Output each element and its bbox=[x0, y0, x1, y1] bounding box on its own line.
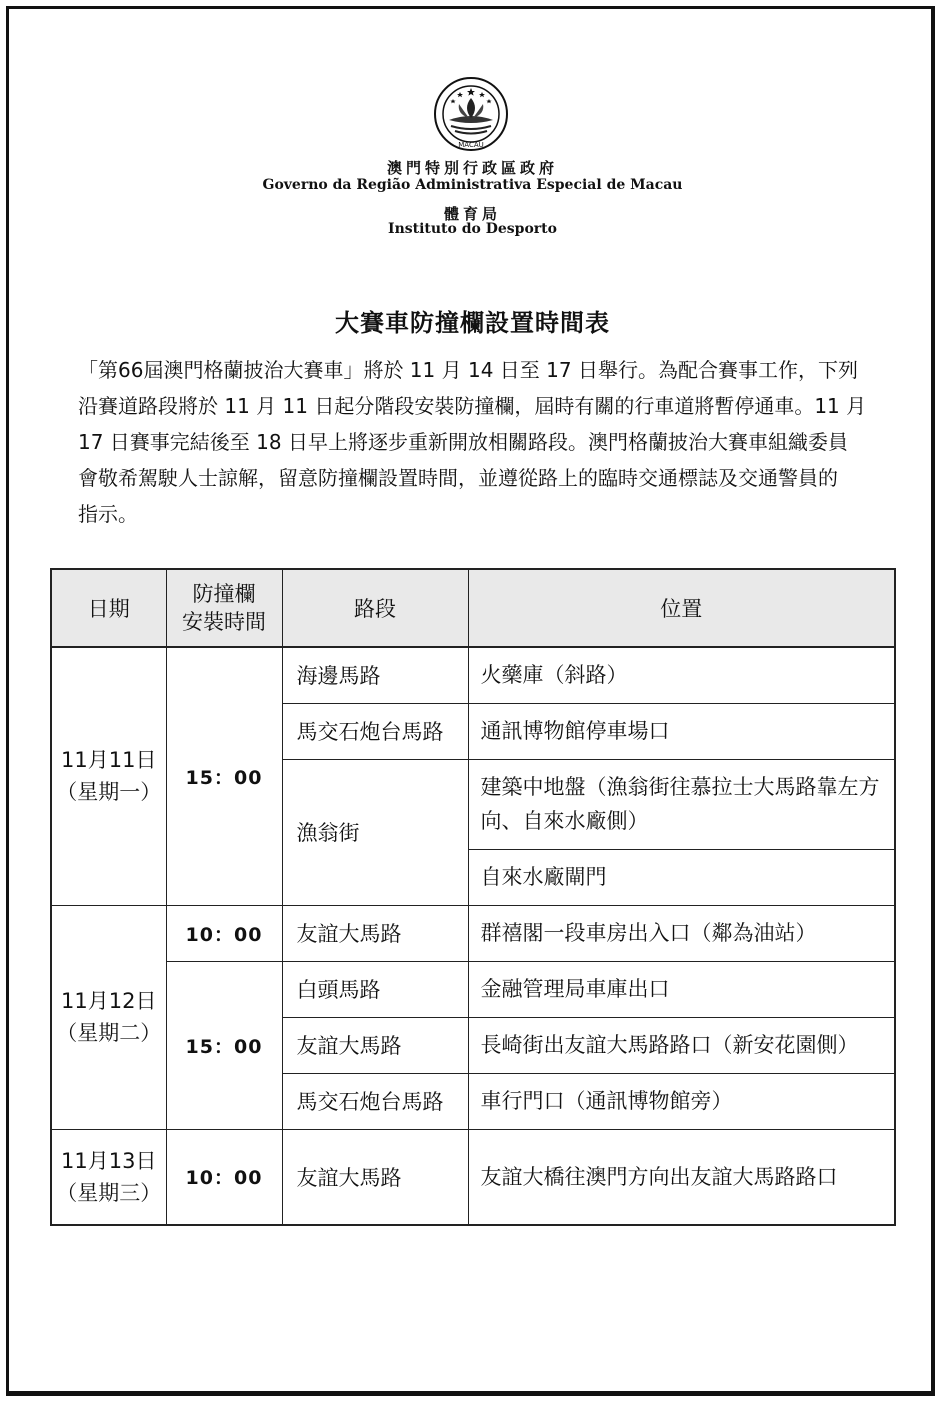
location-cell: 車行門口（通訊博物館旁） bbox=[468, 1073, 895, 1129]
intro-line: 指示。 bbox=[78, 502, 138, 526]
time-cell bbox=[166, 647, 282, 905]
intro-line: 17 日賽事完結後至 18 日早上將逐步重新開放相關路段。澳門格蘭披治大賽車組織委員 bbox=[78, 430, 848, 454]
header-road: 路段 bbox=[282, 569, 468, 647]
date-text: 11月11日 bbox=[61, 748, 157, 773]
location-cell: 群禧閣一段車房出入口（鄰為油站） bbox=[468, 905, 895, 961]
location-cell: 長崎街出友誼大馬路路口（新安花園側） bbox=[468, 1017, 895, 1073]
intro-paragraph bbox=[78, 352, 873, 532]
location-cell: 金融管理局車庫出口 bbox=[468, 961, 895, 1017]
macau-emblem-icon bbox=[433, 76, 509, 152]
barrier-schedule-table bbox=[50, 568, 896, 1226]
road-cell: 友誼大馬路 bbox=[282, 1129, 468, 1225]
time-text: 15：00 bbox=[185, 1035, 263, 1058]
location-cell: 自來水廠閘門 bbox=[468, 849, 895, 905]
weekday-text: （星期二） bbox=[56, 1021, 162, 1045]
date-cell bbox=[51, 647, 166, 905]
road-cell: 友誼大馬路 bbox=[282, 905, 468, 961]
road-cell: 海邊馬路 bbox=[282, 647, 468, 703]
intro-line: 會敬希駕駛人士諒解，留意防撞欄設置時間，並遵從路上的臨時交通標誌及交通警員的 bbox=[78, 466, 838, 490]
time-text: 10：00 bbox=[185, 1167, 263, 1190]
location-cell: 火藥庫（斜路） bbox=[468, 647, 895, 703]
location-cell: 通訊博物館停車場口 bbox=[468, 703, 895, 759]
table-header-row bbox=[51, 569, 895, 647]
department-name-portuguese: Instituto do Desporto bbox=[388, 221, 557, 237]
road-cell: 馬交石炮台馬路 bbox=[282, 1073, 468, 1129]
table-row bbox=[51, 647, 895, 703]
document-title: 大賽車防撞欄設置時間表 bbox=[335, 309, 610, 337]
header-date: 日期 bbox=[51, 569, 166, 647]
date-text: 11月12日 bbox=[61, 989, 157, 1013]
date-cell bbox=[51, 1129, 166, 1225]
header-location: 位置 bbox=[468, 569, 895, 647]
date-text: 11月13日 bbox=[61, 1148, 157, 1173]
road-cell: 友誼大馬路 bbox=[282, 1017, 468, 1073]
weekday-text: （星期三） bbox=[56, 1180, 162, 1205]
intro-line: 沿賽道路段將於 11 月 11 日起分階段安裝防撞欄，屆時有關的行車道將暫停通車。11 月 bbox=[78, 394, 867, 418]
time-cell bbox=[166, 1129, 282, 1225]
header-time-line2: 安裝時間 bbox=[182, 610, 266, 634]
time-text: 15：00 bbox=[185, 766, 263, 789]
table-row bbox=[51, 961, 895, 1017]
government-name-portuguese: Governo da Região Administrativa Especial de Macau bbox=[262, 177, 683, 193]
header-install-time bbox=[166, 569, 282, 647]
intro-line: 「第66屆澳門格蘭披治大賽車」將於 11 月 14 日至 17 日舉行。為配合賽事工作，下列 bbox=[78, 358, 858, 382]
time-text: 10：00 bbox=[185, 923, 263, 946]
government-name-chinese: 澳門特別行政區政府 bbox=[386, 159, 558, 177]
time-cell bbox=[166, 961, 282, 1129]
header-time-line1: 防撞欄 bbox=[192, 582, 256, 606]
weekday-text: （星期一） bbox=[56, 780, 162, 805]
table-row bbox=[51, 1129, 895, 1225]
department-name-chinese: 體育局 bbox=[443, 205, 501, 223]
date-cell bbox=[51, 905, 166, 1129]
location-cell: 友誼大橋往澳門方向出友誼大馬路路口 bbox=[468, 1129, 895, 1225]
emblem-text: MACAU bbox=[458, 141, 484, 149]
table-row bbox=[51, 905, 895, 961]
time-cell bbox=[166, 905, 282, 961]
road-cell: 白頭馬路 bbox=[282, 961, 468, 1017]
location-cell: 建築中地盤（漁翁街往慕拉士大馬路靠左方向、自來水廠側） bbox=[468, 759, 895, 849]
road-cell: 漁翁街 bbox=[282, 759, 468, 905]
road-cell: 馬交石炮台馬路 bbox=[282, 703, 468, 759]
